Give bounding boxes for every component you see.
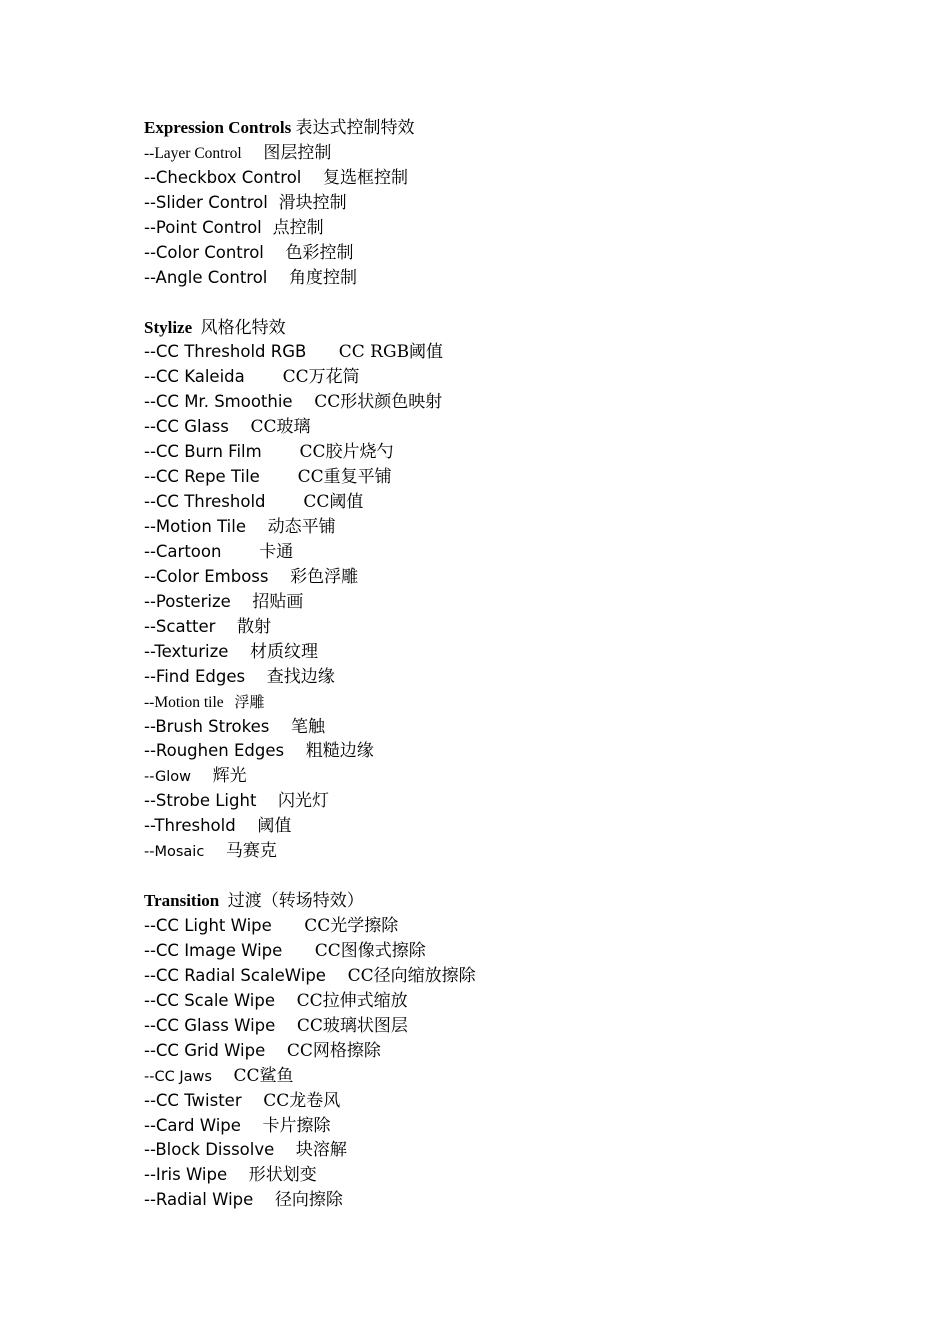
item-en: --Mosaic (144, 844, 205, 861)
item-zh: CC光学擦除 (304, 916, 399, 936)
item-zh: 卡通 (259, 541, 294, 562)
list-item (144, 590, 904, 615)
heading-zh: 风格化特效 (200, 317, 286, 338)
item-en: --CC Twister (144, 1090, 242, 1110)
list-item (144, 690, 904, 715)
item-en: --Layer Control (144, 144, 242, 162)
list-item (144, 141, 904, 166)
document-content (144, 116, 904, 1213)
item-zh: 块溶解 (295, 1140, 347, 1161)
list-item (144, 490, 904, 515)
item-en: --CC Image Wipe (144, 940, 283, 960)
list-item (144, 839, 904, 864)
list-item (144, 640, 904, 665)
list-item (144, 365, 904, 390)
item-en: --Point Control (144, 217, 262, 237)
item-en: --CC Threshold RGB (144, 342, 307, 362)
item-zh: 点控制 (272, 217, 324, 238)
item-zh: CC阈值 (303, 492, 364, 513)
list-item (144, 665, 904, 690)
item-en: --Slider Control (144, 192, 268, 212)
item-en: --CC Threshold (144, 492, 266, 512)
item-zh: CC玻璃状图层 (296, 1015, 408, 1036)
list-item (144, 789, 904, 814)
item-zh: 招贴画 (252, 591, 304, 612)
item-zh: 辉光 (212, 766, 247, 787)
item-zh: CC RGB阈值 (338, 342, 444, 363)
list-item (144, 241, 904, 266)
item-en: --CC Repe Tile (144, 467, 260, 487)
item-zh: 散射 (237, 616, 272, 637)
item-zh: CC龙卷风 (263, 1090, 341, 1111)
item-en: --Color Emboss (144, 566, 269, 586)
item-zh: 复选框控制 (323, 167, 409, 188)
list-item (144, 814, 904, 839)
item-en: --Posterize (144, 591, 231, 611)
section-spacer (144, 864, 904, 889)
item-zh: 浮雕 (234, 692, 265, 711)
item-zh: CC万花筒 (282, 367, 360, 388)
item-zh: 阈值 (257, 816, 292, 837)
item-en: --Brush Strokes (144, 716, 270, 736)
section-heading-expression-controls (144, 116, 904, 141)
item-en: --Find Edges (144, 666, 246, 686)
item-en: --Cartoon (144, 541, 222, 561)
list-item (144, 191, 904, 216)
item-en: --Texturize (144, 641, 229, 661)
item-en: --CC Glass (144, 417, 229, 437)
list-item (144, 440, 904, 465)
list-item (144, 1163, 904, 1188)
section-heading-stylize (144, 316, 904, 341)
list-item (144, 739, 904, 764)
list-item (144, 1039, 904, 1064)
item-en: --Roughen Edges (144, 741, 285, 761)
item-zh: CC网格擦除 (286, 1040, 381, 1061)
list-item (144, 390, 904, 415)
item-zh: 彩色浮雕 (290, 566, 359, 587)
item-en: --Threshold (144, 816, 236, 836)
item-en: --Strobe Light (144, 791, 257, 811)
list-item (144, 1188, 904, 1213)
item-zh: 形状划变 (248, 1165, 317, 1186)
item-en: --Checkbox Control (144, 167, 302, 187)
list-item (144, 715, 904, 740)
item-en: --CC Glass Wipe (144, 1015, 276, 1035)
item-en: --Motion Tile (144, 517, 246, 536)
list-item (144, 340, 904, 365)
heading-en: Transition (144, 891, 220, 911)
item-zh: 卡片擦除 (262, 1115, 331, 1136)
list-item (144, 964, 904, 989)
item-zh: 动态平铺 (267, 517, 336, 537)
item-en: --CC Grid Wipe (144, 1040, 266, 1060)
list-item (144, 914, 904, 939)
item-zh: CC径向缩放擦除 (347, 965, 476, 986)
item-zh: 图层控制 (263, 142, 332, 163)
list-item (144, 615, 904, 640)
list-item (144, 515, 904, 540)
heading-zh: 表达式控制特效 (295, 118, 415, 138)
heading-en: Stylize (144, 317, 193, 337)
list-item (144, 216, 904, 241)
item-en: --Card Wipe (144, 1115, 241, 1135)
item-zh: 笔触 (290, 716, 325, 737)
item-zh: CC拉伸式缩放 (296, 990, 408, 1011)
item-zh: 马赛克 (225, 841, 277, 862)
item-en: --Scatter (144, 616, 216, 636)
item-zh: 闪光灯 (278, 791, 330, 812)
list-item (144, 1014, 904, 1039)
item-en: --CC Kaleida (144, 367, 245, 387)
list-item (144, 989, 904, 1014)
item-zh: CC玻璃 (250, 417, 311, 438)
item-en: --CC Jaws (144, 1068, 212, 1085)
list-item (144, 764, 904, 789)
list-item (144, 939, 904, 964)
heading-zh: 过渡（转场特效） (227, 891, 364, 912)
list-item (144, 1064, 904, 1089)
item-zh: CC胶片烧勺 (299, 442, 394, 463)
list-item (144, 1089, 904, 1114)
item-zh: 查找边缘 (266, 666, 335, 687)
list-item (144, 1114, 904, 1139)
list-item (144, 465, 904, 490)
list-item (144, 565, 904, 590)
item-en: --CC Radial ScaleWipe (144, 965, 326, 985)
item-zh: 粗糙边缘 (305, 741, 374, 762)
item-zh: CC形状颜色映射 (314, 392, 443, 413)
heading-en: Expression Controls (144, 118, 292, 137)
item-zh: CC重复平铺 (297, 467, 392, 488)
item-en: --Angle Control (144, 267, 268, 287)
list-item (144, 415, 904, 440)
item-zh: CC图像式擦除 (314, 940, 426, 961)
item-en: --CC Light Wipe (144, 916, 272, 935)
section-heading-transition (144, 889, 904, 914)
item-en: --CC Scale Wipe (144, 990, 275, 1010)
item-en: --Color Control (144, 242, 264, 262)
item-en: --Glow (144, 769, 191, 786)
item-zh: CC鲨鱼 (233, 1065, 294, 1086)
list-item (144, 1138, 904, 1163)
item-zh: 材质纹理 (250, 641, 319, 662)
item-zh: 角度控制 (289, 267, 358, 288)
item-en: --CC Mr. Smoothie (144, 392, 293, 412)
item-en: --Iris Wipe (144, 1165, 228, 1185)
item-en: --Motion tile (144, 693, 224, 711)
list-item (144, 166, 904, 191)
list-item (144, 266, 904, 291)
list-item (144, 540, 904, 565)
section-spacer (144, 291, 904, 316)
item-zh: 滑块控制 (278, 192, 347, 213)
item-en: --Radial Wipe (144, 1190, 254, 1210)
item-en: --CC Burn Film (144, 442, 262, 462)
item-zh: 径向擦除 (274, 1190, 343, 1211)
item-en: --Block Dissolve (144, 1140, 275, 1160)
item-zh: 色彩控制 (285, 242, 354, 263)
